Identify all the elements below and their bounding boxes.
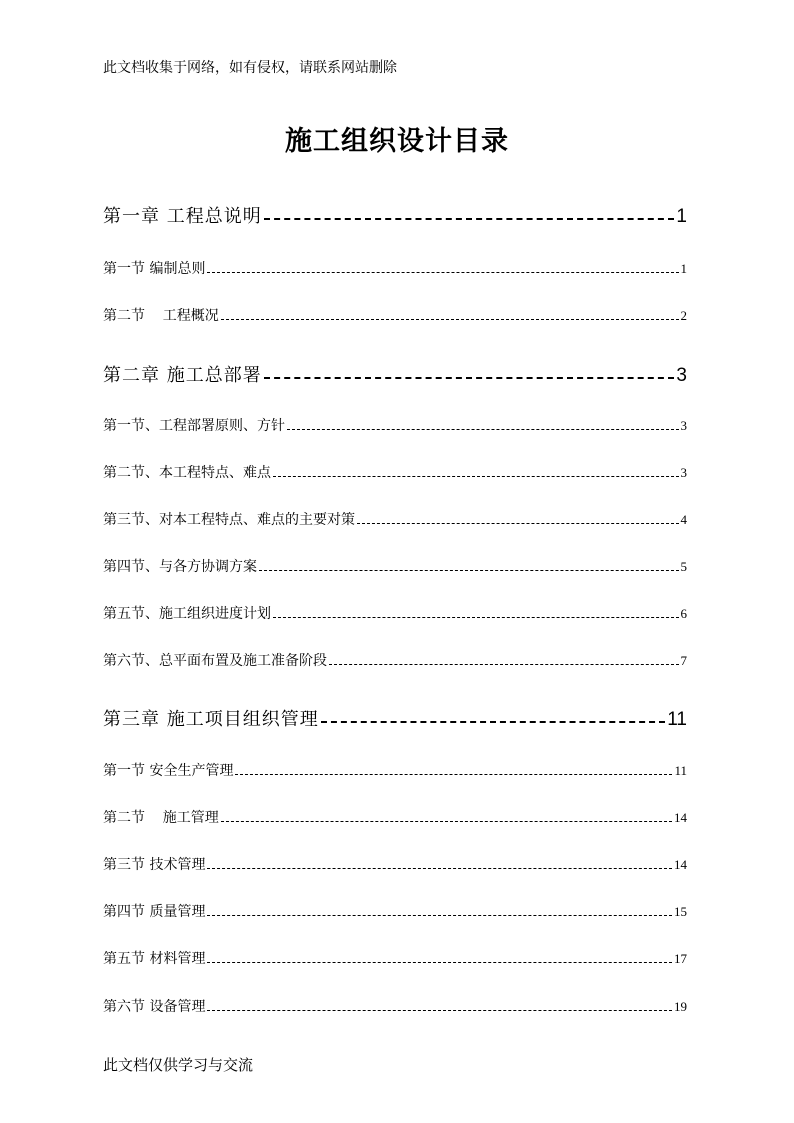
toc-entry-label: 第一章 工程总说明 bbox=[103, 206, 262, 227]
toc-page-number: 14 bbox=[674, 810, 687, 825]
toc-page-number: 11 bbox=[667, 709, 687, 730]
toc-page-number: 6 bbox=[680, 606, 687, 621]
toc-entry-section[interactable] bbox=[103, 997, 687, 1017]
toc-entry-section[interactable] bbox=[103, 808, 687, 828]
toc-leader bbox=[273, 476, 679, 477]
toc-entry-label: 第二节、本工程特点、难点 bbox=[103, 465, 271, 481]
toc-entry-chapter-1[interactable] bbox=[103, 205, 687, 229]
toc-leader bbox=[235, 774, 672, 775]
toc-entry-label: 第一节 安全生产管理 bbox=[103, 763, 234, 779]
toc-entry-section[interactable] bbox=[103, 510, 687, 530]
toc-leader bbox=[207, 272, 678, 273]
toc-page-number: 3 bbox=[676, 365, 687, 386]
toc-page-number: 3 bbox=[680, 465, 687, 480]
footer-note: 此文档仅供学习与交流 bbox=[103, 1056, 254, 1074]
toc-entry-section[interactable] bbox=[103, 651, 687, 671]
toc-entry-chapter-2[interactable] bbox=[103, 364, 687, 388]
toc-page-number: 1 bbox=[676, 206, 687, 227]
toc-leader bbox=[221, 319, 679, 320]
toc-entry-chapter-3[interactable] bbox=[103, 708, 687, 732]
toc-entry-section[interactable] bbox=[103, 416, 687, 436]
toc-page-number: 15 bbox=[674, 904, 687, 919]
toc-page-number: 3 bbox=[680, 418, 687, 433]
toc-entry-label: 第三章 施工项目组织管理 bbox=[103, 709, 319, 730]
toc-entry-label: 第四节、与各方协调方案 bbox=[103, 559, 257, 575]
toc-entry-section[interactable] bbox=[103, 604, 687, 624]
toc-page-number: 1 bbox=[680, 261, 687, 276]
toc-entry-label: 第一节 编制总则 bbox=[103, 261, 206, 277]
toc-leader bbox=[329, 664, 679, 665]
toc-page-number: 11 bbox=[674, 763, 687, 778]
toc-page-number: 14 bbox=[674, 857, 687, 872]
toc-entry-section[interactable] bbox=[103, 557, 687, 577]
toc-leader bbox=[287, 429, 679, 430]
toc-entry-section[interactable] bbox=[103, 902, 687, 922]
toc-page-number: 19 bbox=[674, 999, 687, 1014]
toc-entry-section[interactable] bbox=[103, 949, 687, 969]
toc-leader bbox=[321, 721, 666, 723]
toc-entry-label: 第一节、工程部署原则、方针 bbox=[103, 418, 285, 434]
toc-entry-label: 第三节、对本工程特点、难点的主要对策 bbox=[103, 512, 355, 528]
toc-page-number: 7 bbox=[680, 653, 687, 668]
toc-entry-label: 第六节、总平面布置及施工准备阶段 bbox=[103, 653, 327, 669]
toc-leader bbox=[207, 1010, 672, 1011]
toc-leader bbox=[207, 962, 672, 963]
toc-entry-label: 第二节 施工管理 bbox=[103, 810, 219, 826]
toc-entry-section[interactable] bbox=[103, 761, 687, 781]
toc-leader bbox=[264, 377, 675, 379]
document-title: 施工组织设计目录 bbox=[285, 126, 509, 157]
toc-leader bbox=[357, 523, 679, 524]
toc-entry-section[interactable] bbox=[103, 306, 687, 326]
toc-entry-label: 第五节 材料管理 bbox=[103, 951, 206, 967]
toc-leader bbox=[273, 617, 679, 618]
toc-page-number: 2 bbox=[680, 308, 687, 323]
toc-leader bbox=[221, 821, 672, 822]
toc-leader bbox=[207, 915, 672, 916]
toc-entry-label: 第六节 设备管理 bbox=[103, 999, 206, 1015]
toc-entry-section[interactable] bbox=[103, 855, 687, 875]
toc-entry-label: 第二章 施工总部署 bbox=[103, 365, 262, 386]
toc-entry-label: 第三节 技术管理 bbox=[103, 857, 206, 873]
toc-leader bbox=[207, 868, 672, 869]
toc-entry-label: 第五节、施工组织进度计划 bbox=[103, 606, 271, 622]
toc-page-number: 17 bbox=[674, 951, 687, 966]
toc-leader bbox=[259, 570, 679, 571]
toc-entry-label: 第二节 工程概况 bbox=[103, 308, 219, 324]
toc-entry-label: 第四节 质量管理 bbox=[103, 904, 206, 920]
toc-leader bbox=[264, 218, 675, 220]
toc-entry-section[interactable] bbox=[103, 463, 687, 483]
header-note: 此文档收集于网络，如有侵权，请联系网站删除 bbox=[103, 60, 397, 76]
toc-page-number: 4 bbox=[680, 512, 687, 527]
toc-entry-section[interactable] bbox=[103, 259, 687, 279]
toc-page-number: 5 bbox=[680, 559, 687, 574]
